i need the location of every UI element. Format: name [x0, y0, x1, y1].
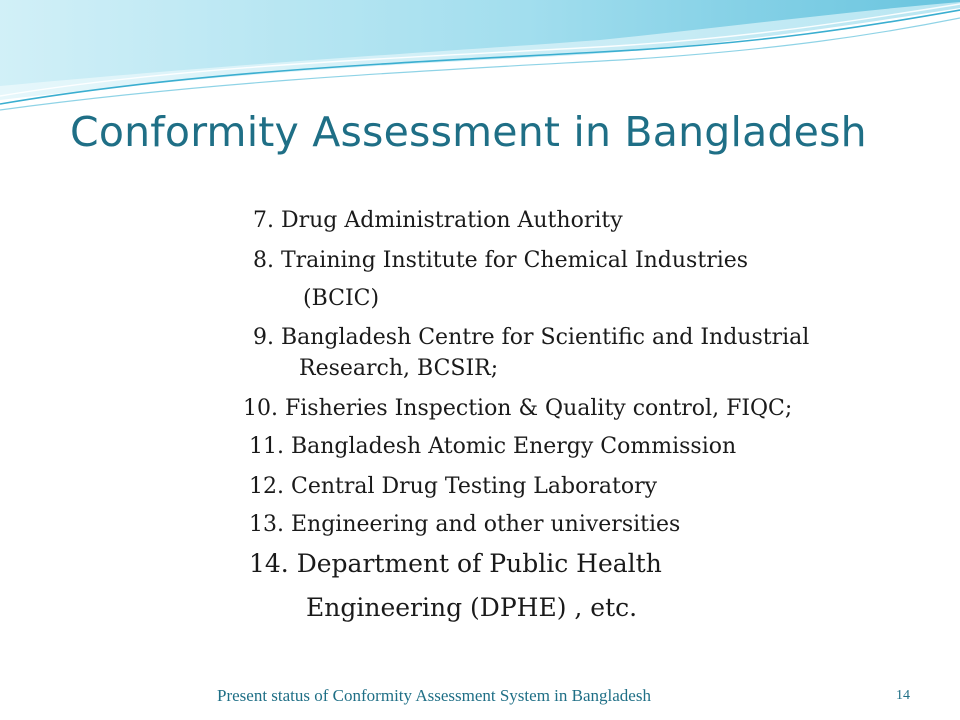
list-item: 12. Central Drug Testing Laboratory — [249, 474, 658, 499]
slide-title: Conformity Assessment in Bangladesh — [70, 108, 867, 156]
list-item: 11. Bangladesh Atomic Energy Commission — [249, 434, 737, 459]
list-item: 10. Fisheries Inspection & Quality control, FIQC; — [243, 396, 793, 421]
list-item-continuation: Engineering (DPHE) , etc. — [306, 593, 638, 622]
list-item: 9. Bangladesh Centre for Scientific and Industrial — [253, 325, 810, 350]
list-item: 8. Training Institute for Chemical Industries — [253, 248, 749, 273]
list-item-continuation: Research, BCSIR; — [299, 356, 499, 381]
slide-footer: Present status of Conformity Assessment System in Bangladesh — [217, 686, 651, 705]
page-number: 14 — [896, 688, 910, 703]
list-item: 14. Department of Public Health — [249, 549, 662, 578]
list-item: 13. Engineering and other universities — [249, 512, 681, 537]
list-item: 7. Drug Administration Authority — [253, 208, 623, 233]
list-item-continuation: (BCIC) — [303, 286, 380, 311]
